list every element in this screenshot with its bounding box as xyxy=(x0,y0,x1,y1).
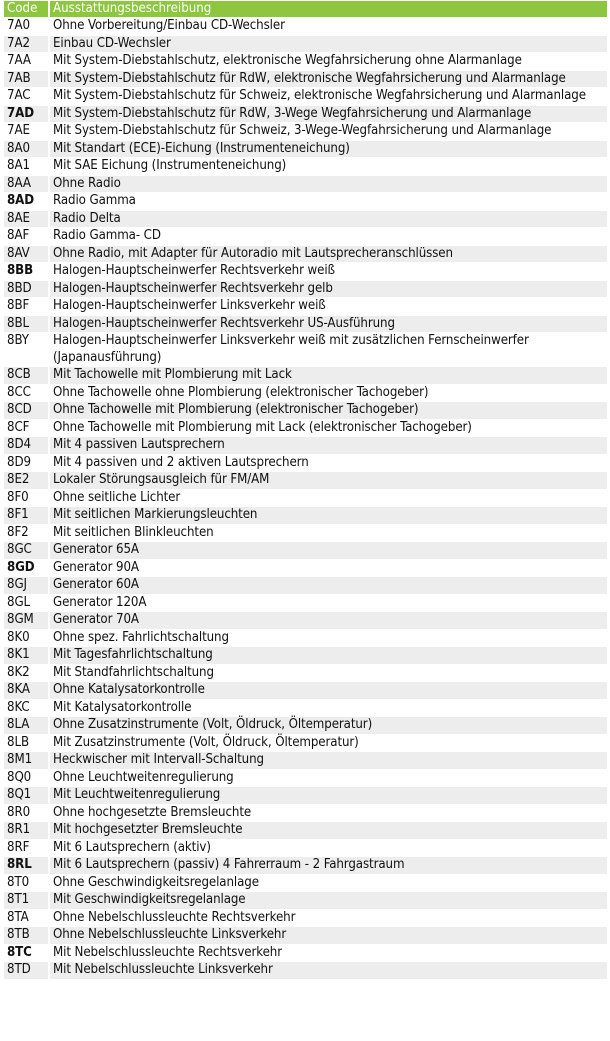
row-code: 8D4 xyxy=(4,437,49,455)
row-description: Ohne Radio xyxy=(49,175,608,193)
table-row xyxy=(4,367,608,385)
table-row xyxy=(4,419,608,437)
row-description: Generator 65A xyxy=(49,542,608,560)
row-description: Mit System-Diebstahlschutz für RdW, 3-Wege Wegfahrsicherung und Alarmanlage xyxy=(49,105,608,123)
table-row xyxy=(4,734,608,752)
table-row xyxy=(4,752,608,770)
table-row xyxy=(4,804,608,822)
row-code: 8RL xyxy=(4,857,49,875)
table-row xyxy=(4,822,608,840)
table-row xyxy=(4,228,608,246)
row-description: Radio Gamma- CD xyxy=(49,228,608,246)
row-code: 8Q1 xyxy=(4,787,49,805)
row-code: 8AA xyxy=(4,175,49,193)
row-code: 7AE xyxy=(4,123,49,141)
table-row xyxy=(4,35,608,53)
row-code: 7AB xyxy=(4,70,49,88)
table-row xyxy=(4,175,608,193)
row-description: Mit 4 passiven Lautsprechern xyxy=(49,437,608,455)
table-row xyxy=(4,402,608,420)
table-row xyxy=(4,664,608,682)
row-description: Ohne Vorbereitung/Einbau CD-Wechsler xyxy=(49,18,608,36)
row-description: Mit hochgesetzter Bremsleuchte xyxy=(49,822,608,840)
row-description: Radio Delta xyxy=(49,210,608,228)
row-code: 8CB xyxy=(4,367,49,385)
row-code: 8CC xyxy=(4,384,49,402)
row-code: 8F0 xyxy=(4,489,49,507)
row-description: Einbau CD-Wechsler xyxy=(49,35,608,53)
row-description: Lokaler Störungsausgleich für FM/AM xyxy=(49,472,608,490)
table-row xyxy=(4,962,608,980)
table-row xyxy=(4,594,608,612)
row-description: Mit System-Diebstahlschutz für Schweiz, 3-Wege-Wegfahrsicherung und Alarmanlage xyxy=(49,123,608,141)
row-description: Mit Leuchtweitenregulierung xyxy=(49,787,608,805)
row-description: Ohne seitliche Lichter xyxy=(49,489,608,507)
table-row xyxy=(4,577,608,595)
table-row xyxy=(4,384,608,402)
table-row xyxy=(4,909,608,927)
table-row xyxy=(4,298,608,316)
table-row xyxy=(4,857,608,875)
table-row xyxy=(4,18,608,36)
equipment-code-table xyxy=(4,1,609,980)
row-code: 8GL xyxy=(4,594,49,612)
row-description: Mit 6 Lautsprechern (passiv) 4 Fahrerraum - 2 Fahrgastraum xyxy=(49,857,608,875)
table-row xyxy=(4,682,608,700)
table-row xyxy=(4,927,608,945)
row-code: 8A0 xyxy=(4,140,49,158)
table-row xyxy=(4,874,608,892)
table-row xyxy=(4,263,608,281)
row-description: Ohne Katalysatorkontrolle xyxy=(49,682,608,700)
table-row xyxy=(4,839,608,857)
row-code: 8GD xyxy=(4,559,49,577)
row-description: Halogen-Hauptscheinwerfer Linksverkehr weiß mit zusätzlichen Fernscheinwerfer (Japanausführung) xyxy=(49,333,608,367)
row-description: Mit System-Diebstahlschutz, elektronische Wegfahrsicherung ohne Alarmanlage xyxy=(49,53,608,71)
row-code: 8GC xyxy=(4,542,49,560)
row-code: 8BB xyxy=(4,263,49,281)
row-code: 8GJ xyxy=(4,577,49,595)
row-code: 8R1 xyxy=(4,822,49,840)
table-row xyxy=(4,315,608,333)
table-row xyxy=(4,333,608,367)
row-code: 8AD xyxy=(4,193,49,211)
row-code: 8GM xyxy=(4,612,49,630)
row-description: Ohne Leuchtweitenregulierung xyxy=(49,769,608,787)
table-row xyxy=(4,524,608,542)
table-body xyxy=(4,18,608,980)
row-code: 8T0 xyxy=(4,874,49,892)
row-code: 8AE xyxy=(4,210,49,228)
row-description: Mit SAE Eichung (Instrumenteneichung) xyxy=(49,158,608,176)
row-code: 8F1 xyxy=(4,507,49,525)
row-description: Mit Geschwindigkeitsregelanlage xyxy=(49,892,608,910)
table-row xyxy=(4,123,608,141)
row-code: 8BY xyxy=(4,333,49,367)
row-code: 8TB xyxy=(4,927,49,945)
table-row xyxy=(4,629,608,647)
row-description: Generator 70A xyxy=(49,612,608,630)
table-row xyxy=(4,454,608,472)
row-code: 8M1 xyxy=(4,752,49,770)
row-code: 8TD xyxy=(4,962,49,980)
row-description: Generator 60A xyxy=(49,577,608,595)
table-row xyxy=(4,647,608,665)
row-description: Halogen-Hauptscheinwerfer Rechtsverkehr US-Ausführung xyxy=(49,315,608,333)
row-code: 8D9 xyxy=(4,454,49,472)
row-description: Mit Tachowelle mit Plombierung mit Lack xyxy=(49,367,608,385)
row-description: Generator 120A xyxy=(49,594,608,612)
header-description: Ausstattungsbeschreibung xyxy=(49,1,608,18)
row-code: 8KC xyxy=(4,699,49,717)
table-row xyxy=(4,769,608,787)
row-description: Generator 90A xyxy=(49,559,608,577)
row-code: 8TC xyxy=(4,944,49,962)
row-description: Radio Gamma xyxy=(49,193,608,211)
row-code: 8R0 xyxy=(4,804,49,822)
row-description: Ohne spez. Fahrlichtschaltung xyxy=(49,629,608,647)
row-description: Mit 4 passiven und 2 aktiven Lautsprechern xyxy=(49,454,608,472)
row-description: Mit seitlichen Markierungsleuchten xyxy=(49,507,608,525)
row-description: Mit Standfahrlichtschaltung xyxy=(49,664,608,682)
row-code: 8A1 xyxy=(4,158,49,176)
row-description: Ohne Zusatzinstrumente (Volt, Öldruck, Öltemperatur) xyxy=(49,717,608,735)
table-row xyxy=(4,437,608,455)
row-description: Mit System-Diebstahlschutz für Schweiz, elektronische Wegfahrsicherung und Alarmanlage xyxy=(49,88,608,106)
row-code: 8KA xyxy=(4,682,49,700)
header-code: Code xyxy=(4,1,49,18)
table-header-row xyxy=(4,1,608,18)
row-code: 8F2 xyxy=(4,524,49,542)
row-code: 8BD xyxy=(4,280,49,298)
table-row xyxy=(4,612,608,630)
row-description: Mit seitlichen Blinkleuchten xyxy=(49,524,608,542)
table-row xyxy=(4,559,608,577)
table-row xyxy=(4,280,608,298)
row-description: Mit 6 Lautsprechern (aktiv) xyxy=(49,839,608,857)
row-description: Mit Tagesfahrlichtschaltung xyxy=(49,647,608,665)
row-code: 8AV xyxy=(4,245,49,263)
row-code: 8BF xyxy=(4,298,49,316)
row-description: Mit Nebelschlussleuchte Rechtsverkehr xyxy=(49,944,608,962)
row-code: 7A0 xyxy=(4,18,49,36)
table-row xyxy=(4,210,608,228)
row-code: 8K0 xyxy=(4,629,49,647)
row-description: Halogen-Hauptscheinwerfer Linksverkehr weiß xyxy=(49,298,608,316)
table-row xyxy=(4,542,608,560)
table-row xyxy=(4,245,608,263)
row-code: 8LB xyxy=(4,734,49,752)
row-code: 8AF xyxy=(4,228,49,246)
table-row xyxy=(4,507,608,525)
table-row xyxy=(4,892,608,910)
table-row xyxy=(4,472,608,490)
table-row xyxy=(4,489,608,507)
row-code: 7AD xyxy=(4,105,49,123)
row-description: Ohne Nebelschlussleuchte Linksverkehr xyxy=(49,927,608,945)
row-code: 8BL xyxy=(4,315,49,333)
row-code: 7AA xyxy=(4,53,49,71)
row-code: 8CF xyxy=(4,419,49,437)
row-description: Ohne hochgesetzte Bremsleuchte xyxy=(49,804,608,822)
row-code: 7AC xyxy=(4,88,49,106)
row-code: 8TA xyxy=(4,909,49,927)
row-description: Mit Nebelschlussleuchte Linksverkehr xyxy=(49,962,608,980)
table-row xyxy=(4,158,608,176)
table-row xyxy=(4,88,608,106)
row-code: 7A2 xyxy=(4,35,49,53)
table-row xyxy=(4,717,608,735)
row-description: Ohne Radio, mit Adapter für Autoradio mit Lautsprecheranschlüssen xyxy=(49,245,608,263)
row-code: 8T1 xyxy=(4,892,49,910)
table-row xyxy=(4,787,608,805)
table-row xyxy=(4,944,608,962)
row-code: 8Q0 xyxy=(4,769,49,787)
row-code: 8K2 xyxy=(4,664,49,682)
row-description: Ohne Geschwindigkeitsregelanlage xyxy=(49,874,608,892)
table-row xyxy=(4,140,608,158)
table-row xyxy=(4,699,608,717)
row-description: Mit Katalysatorkontrolle xyxy=(49,699,608,717)
row-description: Halogen-Hauptscheinwerfer Rechtsverkehr weiß xyxy=(49,263,608,281)
row-code: 8E2 xyxy=(4,472,49,490)
row-description: Mit Standart (ECE)-Eichung (Instrumenteneichung) xyxy=(49,140,608,158)
table-row xyxy=(4,193,608,211)
row-description: Ohne Tachowelle mit Plombierung (elektronischer Tachogeber) xyxy=(49,402,608,420)
row-description: Halogen-Hauptscheinwerfer Rechtsverkehr gelb xyxy=(49,280,608,298)
row-code: 8K1 xyxy=(4,647,49,665)
row-description: Mit Zusatzinstrumente (Volt, Öldruck, Öltemperatur) xyxy=(49,734,608,752)
row-description: Mit System-Diebstahlschutz für RdW, elektronische Wegfahrsicherung und Alarmanlage xyxy=(49,70,608,88)
row-code: 8CD xyxy=(4,402,49,420)
table-row xyxy=(4,105,608,123)
row-description: Heckwischer mit Intervall-Schaltung xyxy=(49,752,608,770)
table-row xyxy=(4,70,608,88)
row-description: Ohne Tachowelle mit Plombierung mit Lack (elektronischer Tachogeber) xyxy=(49,419,608,437)
row-description: Ohne Nebelschlussleuchte Rechtsverkehr xyxy=(49,909,608,927)
row-description: Ohne Tachowelle ohne Plombierung (elektronischer Tachogeber) xyxy=(49,384,608,402)
row-code: 8RF xyxy=(4,839,49,857)
table-row xyxy=(4,53,608,71)
row-code: 8LA xyxy=(4,717,49,735)
